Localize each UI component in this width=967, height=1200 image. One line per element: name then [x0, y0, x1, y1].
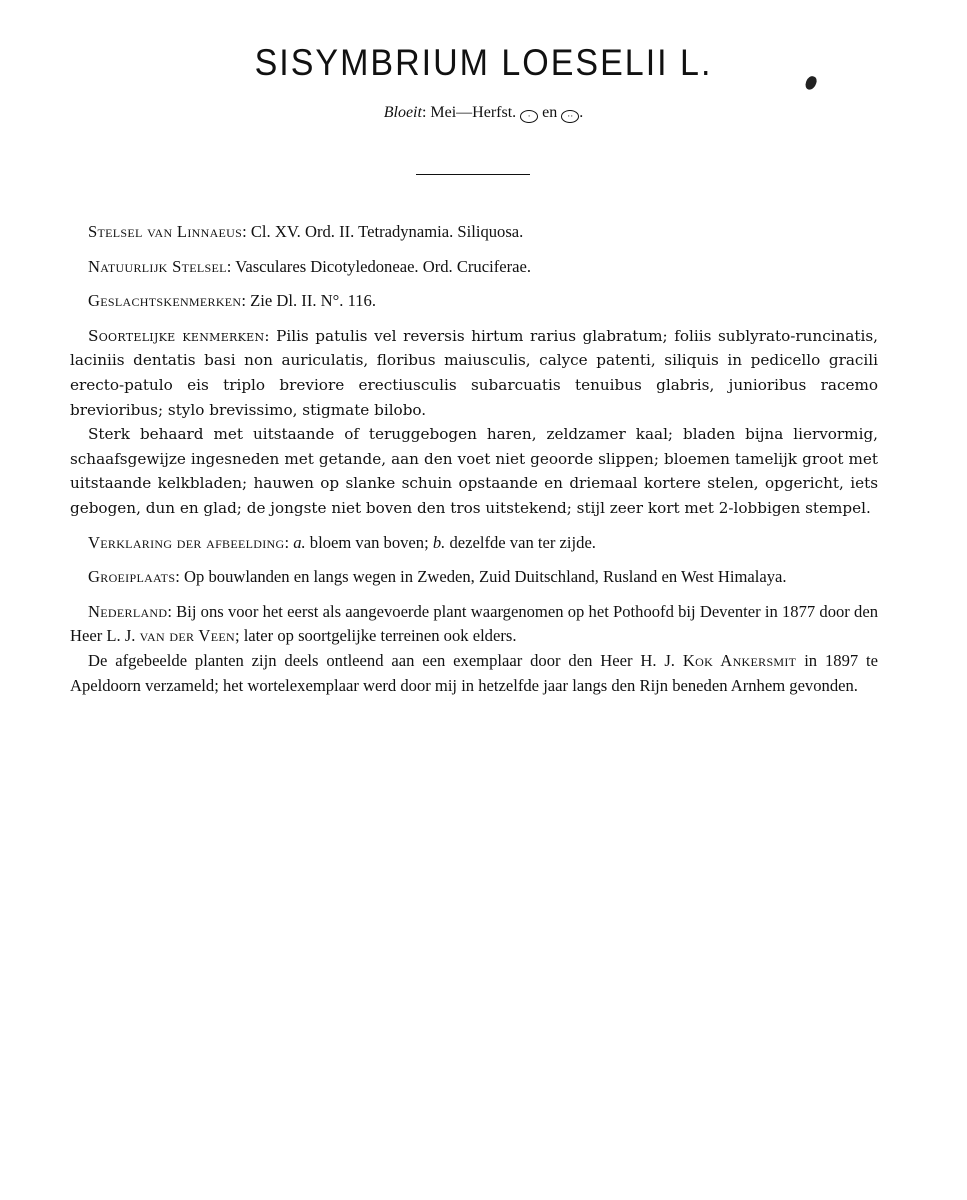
groeiplaats-text: : Op bouwlanden en langs wegen in Zweden, Zuid Duitschland, Rusland en West Himalaya.	[175, 567, 787, 587]
stelsel-linnaeus-text: : Cl. XV. Ord. II. Tetradynamia. Siliquosa.	[242, 222, 524, 241]
dutch-description: Sterk behaard met uitstaande of teruggebogen haren, zeldzamer kaal; bladen bijna liervormig, schaafsgewijze ingesneden met getande, aan den voet niet geoorde slippen; bloemen tamelijk groot met uitstaande kelkbladen; hauwen op slanke schuin opstaande en driemaal kortere stelen, opgericht, iets gebogen, dun en glad; de jongste niet boven den tros uitstekend; stijl zeer kort met 2-lobbigen stempel.	[70, 425, 878, 517]
verklaring-label: Verklaring der afbeelding	[88, 532, 285, 552]
geslachtskenmerken	[70, 289, 878, 314]
geslachtskenmerken-text: : Zie Dl. II. N°. 116.	[241, 291, 376, 311]
stelsel-linnaeus-label: Stelsel van Linnaeus	[88, 222, 243, 241]
flowering-line: Bloeit: Mei—Herfst. · en ·· .	[383, 104, 584, 121]
nederland-text-2: ; later op soortgelijke terreinen ook elders.	[234, 626, 517, 646]
flowering-period: : Mei—Herfst.	[421, 104, 517, 121]
verklaring-afbeelding: Verklaring der afbeelding: a. bloem van boven; b. dezelfde van ter zijde.	[70, 531, 878, 556]
flowering-label: Bloeit	[383, 104, 422, 121]
afgebeelde-text-2: in 1897 te Apeldoorn verzameld; het wortelexemplaar werd door mij in hetzelfde jaar langs den Rijn beneden Arnhem gevonden.	[70, 650, 879, 695]
page-title: SISYMBRIUM LOESELII L.	[254, 42, 713, 84]
soortelijke-kenmerken-text: : Pilis patulis vel reversis hirtum rarius glabratum; foliis sublyrato-runcinatis, laciniis dentatis basi non auriculatis, floribus maiusculis, calyce patenti, siliquis in pedicello gracili erecto-patulo eis triplo breviore erectiusculis subarcuatis tenuibus glabris, junioribus racemo brevioribus; stylo brevissimo, stigmate bilobo.	[70, 326, 878, 419]
biennial-symbol-icon: ··	[561, 110, 579, 123]
natuurlijk-stelsel-text: : Vasculares Dicotyledoneae. Ord. Cruciferae.	[226, 256, 531, 276]
groeiplaats	[70, 565, 878, 590]
natuurlijk-stelsel-label: Natuurlijk Stelsel	[88, 256, 227, 276]
natuurlijk-stelsel	[70, 255, 878, 280]
annual-symbol-icon: ·	[520, 110, 538, 123]
figure-a-key: a.	[293, 532, 306, 552]
figure-a-text: bloem van boven;	[305, 532, 433, 552]
nederland	[70, 600, 878, 649]
nederland-text-1: : Bij ons voor het eerst als aangevoerde plant waargenomen op het Pothoofd bij Deventer in 1877 door den Heer L. J.	[70, 601, 878, 646]
description-body	[70, 220, 878, 698]
soortelijke-kenmerken-label: Soortelijke kenmerken	[88, 326, 265, 345]
figure-b-key: b.	[432, 532, 446, 552]
groeiplaats-label: Groeiplaats	[88, 567, 176, 587]
collector-name-kok-ankersmit: Kok Ankersmit	[682, 650, 797, 670]
afgebeelde-planten	[70, 649, 878, 698]
soortelijke-kenmerken	[70, 324, 878, 422]
flowering-conjunction: en	[542, 104, 558, 121]
nederland-label: Nederland	[88, 601, 168, 621]
collector-name-veen: van der Veen	[139, 626, 235, 646]
stelsel-linnaeus	[70, 220, 878, 245]
figure-b-text: dezelfde van ter zijde.	[445, 532, 596, 552]
divider	[416, 174, 530, 175]
geslachtskenmerken-label: Geslachtskenmerken	[88, 291, 242, 311]
afgebeelde-text-1: De afgebeelde planten zijn deels ontleend aan een exemplaar door den Heer H. J.	[88, 650, 683, 670]
